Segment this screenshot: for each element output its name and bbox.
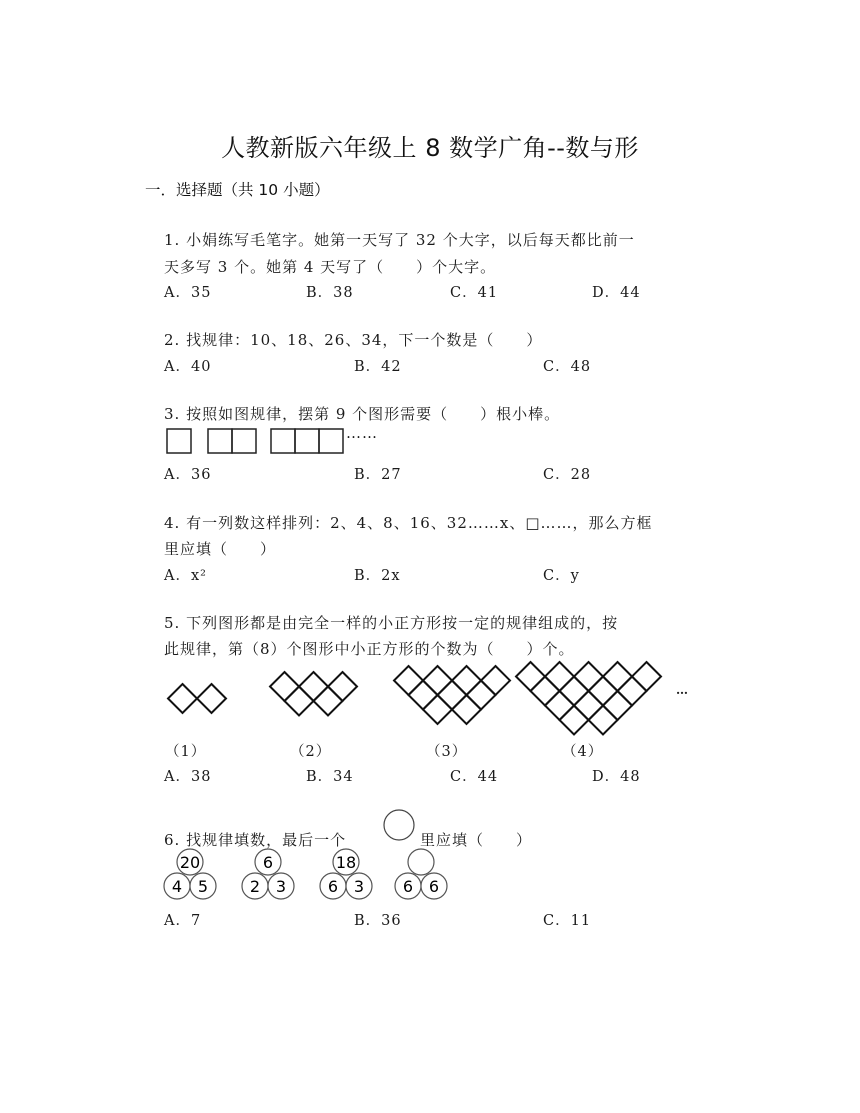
question-5-option-a: A．38 [164, 769, 212, 785]
small-square [574, 691, 603, 720]
circle-group-3-left: 6 [327, 877, 339, 896]
small-square [452, 666, 481, 695]
circle-group-4 [391, 846, 455, 904]
question-6-line-before: 6. 找规律填数，最后一个 [164, 831, 347, 849]
blank-circle-icon [383, 809, 417, 843]
diamond-figure-3 [394, 666, 510, 724]
small-square [545, 691, 574, 720]
small-square [589, 706, 618, 735]
small-square [197, 684, 226, 713]
question-4-line-1: 4. 有一列数这样排列：2、4、8、16、32……x、□……，那么方框 [164, 514, 653, 532]
small-square [574, 662, 603, 691]
small-square [467, 681, 496, 710]
section-heading: 一．选择题（共 10 小题） [145, 181, 330, 199]
small-square [560, 706, 589, 735]
question-1-option-d: D．44 [592, 285, 641, 301]
small-square [632, 662, 661, 691]
question-6-line-after: 里应填（ ） [420, 831, 533, 849]
question-6-option-b: B．36 [354, 913, 402, 929]
small-square [531, 677, 560, 706]
question-2-option-a: A．40 [164, 359, 212, 375]
circle-group-2-right: 3 [275, 877, 287, 896]
question-5-line-1: 5. 下列图形都是由完全一样的小正方形按一定的规律组成的，按 [164, 614, 619, 632]
diamond-figure-1 [168, 684, 226, 713]
circle-group-4-right: 6 [428, 877, 440, 896]
circle-group-2-left: 2 [249, 877, 261, 896]
question-1-option-c: C．41 [450, 285, 499, 301]
small-square [423, 695, 452, 724]
question-4-option-b: B．2x [354, 568, 401, 584]
question-4-option-c: C．y [543, 568, 580, 584]
diamond-figure-ellipsis: … [676, 683, 688, 697]
small-square [516, 662, 545, 691]
small-square [481, 666, 510, 695]
small-square [409, 681, 438, 710]
question-6-option-a: A．7 [164, 913, 202, 929]
small-square [423, 666, 452, 695]
question-3-option-b: B．27 [354, 467, 402, 483]
circle-group-3 [316, 846, 380, 904]
question-2-option-b: B．42 [354, 359, 402, 375]
question-1-option-a: A．35 [164, 285, 212, 301]
question-2-option-c: C．48 [543, 359, 592, 375]
diamond-figure-4 [516, 662, 661, 735]
page-title: 人教新版六年级上 8 数学广角--数与形 [221, 134, 639, 162]
question-3-line-1: 3. 按照如图规律，摆第 9 个图形需要（ ）根小棒。 [164, 405, 561, 423]
figure-ellipsis: …… [346, 424, 378, 442]
small-square [589, 677, 618, 706]
question-1-line-1: 1. 小娟练写毛笔字。她第一天写了 32 个大字，以后每天都比前一 [164, 231, 635, 249]
question-2-line-1: 2. 找规律：10、18、26、34，下一个数是（ ） [164, 331, 543, 349]
diamond-figure-2 [270, 672, 357, 716]
small-square [560, 677, 589, 706]
small-square [328, 672, 357, 701]
circle-group-1-top: 20 [179, 853, 201, 872]
small-square [545, 662, 574, 691]
small-square [394, 666, 423, 695]
circle-group-2 [238, 846, 302, 904]
question-3-option-c: C．28 [543, 467, 592, 483]
small-square [314, 687, 343, 716]
question-5-option-c: C．44 [450, 769, 499, 785]
circle-group-4-left: 6 [402, 877, 414, 896]
figure-label-1: （1） [165, 744, 207, 760]
question-1-option-b: B．38 [306, 285, 354, 301]
circle-group-3-right: 3 [353, 877, 365, 896]
figure-label-4: （4） [562, 744, 604, 760]
small-square [285, 687, 314, 716]
question-5-option-b: B．34 [306, 769, 354, 785]
small-square [438, 681, 467, 710]
diamond-squares-figure [160, 660, 700, 730]
small-square [299, 672, 328, 701]
question-4-option-a: A．x² [164, 568, 207, 584]
small-square [452, 695, 481, 724]
question-1-line-2: 天多写 3 个。她第 4 天写了（ ）个大字。 [164, 258, 497, 276]
small-square [168, 684, 197, 713]
small-square [603, 691, 632, 720]
question-5-option-d: D．48 [592, 769, 641, 785]
small-square [618, 677, 647, 706]
circle-group-1 [160, 846, 224, 904]
question-3-option-a: A．36 [164, 467, 212, 483]
question-5-line-2: 此规律，第（8）个图形中小正方形的个数为（ ）个。 [164, 640, 575, 658]
small-square [270, 672, 299, 701]
figure-label-3: （3） [426, 744, 468, 760]
circle-group-1-right: 5 [197, 877, 209, 896]
question-4-line-2: 里应填（ ） [164, 540, 277, 558]
question-6-option-c: C．11 [543, 913, 592, 929]
figure-label-2: （2） [290, 744, 332, 760]
circle-group-1-left: 4 [171, 877, 183, 896]
circle-group-3-top: 18 [335, 853, 357, 872]
small-square [603, 662, 632, 691]
circle-group-2-top: 6 [262, 853, 274, 872]
